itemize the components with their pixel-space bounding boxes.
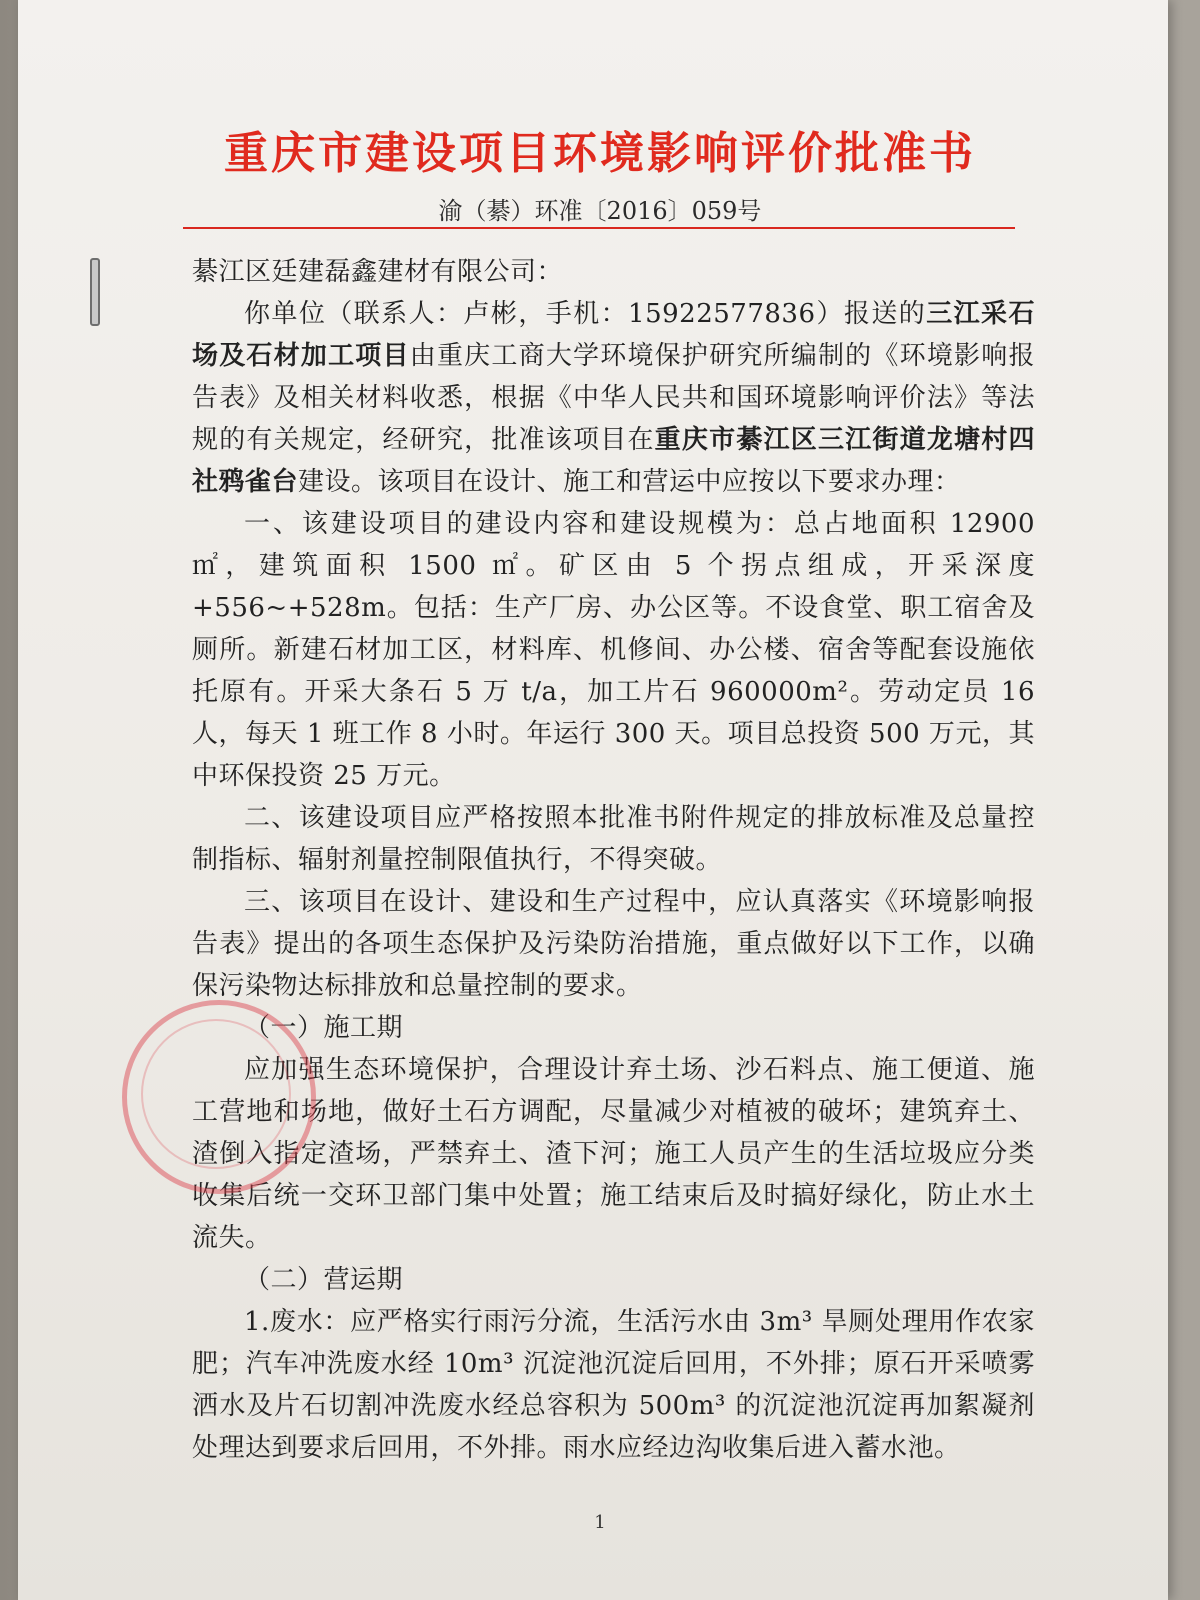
intro-text-1: 你单位（联系人：卢彬，手机：15922577836）报送的 [244,299,927,329]
item-3-measures: 三、该项目在设计、建设和生产过程中，应认真落实《环境影响报告表》提出的各项生态保护及污染防治措施，重点做好以下工作，以确保污染物达标排放和总量控制的要求。 [192,887,1035,1001]
document-title: 重庆市建设项目环境影响评价批准书 [224,128,976,179]
addressee: 綦江区廷建磊鑫建材有限公司： [192,257,564,287]
item-2-standards: 二、该建设项目应严格按照本批准书附件规定的排放标准及总量控制指标、辐射剂量控制限值执行，不得突破。 [192,803,1035,875]
construction-period-heading: （一）施工期 [244,1013,404,1043]
operation-period-heading: （二）营运期 [244,1265,404,1295]
red-divider [183,227,1015,229]
intro-text-3: 建设。该项目在设计、施工和营运中应按以下要求办理： [298,467,961,497]
document-number: 渝（綦）环准〔2016〕059号 [438,197,762,225]
page-number: 1 [594,1512,606,1533]
staple [90,258,100,326]
operation-period-text: 1.废水：应严格实行雨污分流，生活污水由 3m³ 旱厕处理用作农家肥；汽车冲洗废水经 10m³ 沉淀池沉淀后回用，不外排；原石开采喷雾洒水及片石切割冲洗废水经总容积为 500m³ 的沉淀池沉淀再加絮凝剂处理达到要求后回用，不外排。雨水应经边沟收集后进入蓄水池。 [192,1307,1035,1463]
intro-text-2: 由重庆工商大学环境保护研究所编制的《环境影响报告表》及相关材料收悉，根据《中华人民共和国环境影响评价法》等法规的有关规定，经研究，批准该项目在 [192,341,1035,455]
project-location: 重庆市綦江区三江街道龙塘村四社鸦雀台 [192,425,1035,497]
project-name: 三江采石场及石材加工项目 [192,299,1035,371]
item-1-scale: 一、该建设项目的建设内容和建设规模为：总占地面积 12900 ㎡，建筑面积 1500 ㎡。矿区由 5 个拐点组成，开采深度+556~+528m。包括：生产厂房、办公区等。不设食堂、职工宿舍及厕所。新建石材加工区，材料库、机修间、办公楼、宿舍等配套设施依托原有。开采大条石 5 万 t/a，加工片石 960000m²。劳动定员 16 人，每天 1 班工作 8 小时。年运行 300 天。项目总投资 500 万元，其中环保投资 25 万元。 [192,509,1035,791]
construction-period-text: 应加强生态环境保护，合理设计弃土场、沙石料点、施工便道、施工营地和场地，做好土石方调配，尽量减少对植被的破坏；建筑弃土、渣倒入指定渣场，严禁弃土、渣下河；施工人员产生的生活垃圾应分类收集后统一交环卫部门集中处置；施工结束后及时搞好绿化，防止水土流失。 [192,1055,1035,1253]
document-body [192,251,1035,1469]
intro-paragraph [192,293,1035,503]
